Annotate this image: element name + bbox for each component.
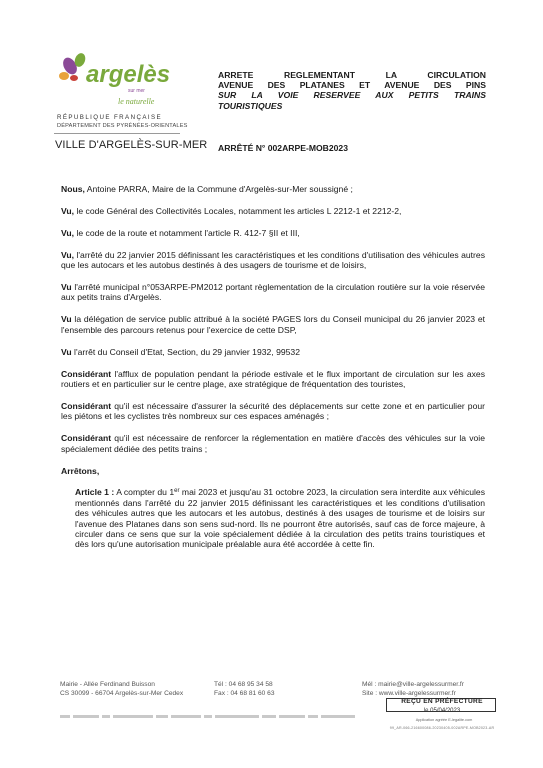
arretons-heading: Arrêtons,: [61, 465, 100, 476]
paragraph-vu-arrete-municipal: Vu l'arrêté municipal n°053ARPE-PM2012 portant règlementation de la circulation routière sur la voie réservée aux petits trains d'Argelès.: [61, 282, 485, 303]
prefecture-stamp-title: REÇU EN PRÉFECTURE: [401, 698, 483, 705]
paragraph-vu-arrete-2015: Vu, l'arrêté du 22 janvier 2015 définissant les caractéristiques et les conditions d'utilisation des véhicules autres que les autocars et les autobus destinés à des usagers de tourisme et de loisirs,: [61, 249, 485, 271]
title-line-1: ARRETE REGLEMENTANT LA CIRCULATION: [218, 70, 486, 80]
logo-wordmark: argelès: [86, 61, 171, 88]
paragraph-nous: Nous, Antoine PARRA, Maire de la Commune d'Argelès-sur-Mer soussigné ;: [61, 184, 353, 194]
title-line-3: SUR LA VOIE RESERVEE AUX PETITS TRAINS: [218, 90, 486, 101]
document-title: [218, 70, 486, 111]
ville-name: VILLE D'ARGELÈS-SUR-MER: [55, 139, 208, 151]
title-line-4: TOURISTIQUES: [218, 100, 283, 111]
paragraph-vu-conseil-etat: Vu l'arrêt du Conseil d'Etat, Section, du 29 janvier 1932, 99532: [61, 346, 300, 357]
footer-address-line-1: Mairie - Allée Ferdinand Buisson: [60, 681, 155, 688]
footer-site: Site : www.ville-argelessurmer.fr: [362, 690, 456, 697]
prefecture-stamp-date: le 05/04/2023: [423, 708, 461, 714]
logo-mark: [56, 52, 176, 110]
article-1: Article 1 : A compter du 1er mai 2023 et jusqu'au 31 octobre 2023, la circulation sera interdite aux véhicules mentionnés dans l'arrêté du 22 janvier 2015 définissant les caractéristiques et les conditions d'utilisation des véhicules autres que les autocars et les autobus, destinés à des usages de tourisme et de loisirs sur l'avenue des Platanes dans son sens sud-nord. Ils ne pourront être autorisés, sauf cas de force majeure, à circuler dans ce sens que sur la voie spécialement dédiée à la circulation des petits trains touristiques et dès lors qu'une autorisation municipale préalable aura été accordée à cette fin.: [75, 487, 486, 550]
paragraph-considerant-securite: Considérant qu'il est nécessaire d'assurer la sécurité des déplacements sur cette zone et en particulier pour les piétons et les cyclistes très nombreux sur ces espaces aménagés ;: [61, 400, 485, 422]
footer-fax: Fax : 04 68 81 60 63: [214, 690, 275, 697]
footer-address: [60, 680, 183, 698]
prefecture-stamp-ref: 99_AR-066-216600086-20230405-002ARPE-MOB2023-AR: [389, 726, 495, 730]
header-divider: [54, 133, 180, 134]
argeles-logo: [56, 52, 176, 110]
logo-tagline: le naturelle: [118, 97, 155, 106]
departement: DÉPARTEMENT DES PYRÉNÉES-ORIENTALES: [57, 123, 188, 129]
paragraph-considerant-reglementation: Considérant qu'il est nécessaire de renforcer la réglementation en matière d'accès des véhicules sur la voie spécialement dédiée des petits trains ;: [61, 433, 485, 454]
footer-tel: Tél : 04 68 95 34 58: [214, 681, 273, 688]
paragraph-vu-cgct: Vu, le code Général des Collectivités Locales, notamment les articles L 2212-1 et 2212-2,: [61, 205, 402, 216]
footer-address-line-2: CS 30099 - 66704 Argelès-sur-Mer Cedex: [60, 690, 184, 697]
prefecture-stamp-app: Application agréée E-legalite.com: [415, 718, 473, 722]
paragraph-vu-dsp: Vu la délégation de service public attribué à la société PAGES lors du Conseil municipal du 26 janvier 2023 et l'ensemble des parcours retenus pour l'exercice de cette DSP,: [61, 314, 485, 335]
paragraph-vu-code-route: Vu, le code de la route et notamment l'article R. 412-7 §II et III,: [61, 227, 300, 238]
arrete-number: ARRÊTÉ N° 002ARPE-MOB2023: [218, 143, 348, 153]
footer-mail: Mél : mairie@ville-argelessurmer.fr: [362, 681, 464, 688]
footer-contact: [362, 680, 464, 698]
footer-decorative-bar: [60, 714, 375, 718]
republique-francaise: RÉPUBLIQUE FRANÇAISE: [57, 114, 163, 121]
title-line-2: AVENUE DES PLATANES ET AVENUE DES PINS: [218, 80, 486, 91]
paragraph-considerant-afflux: Considérant l'afflux de population pendant la période estivale et le flux important de circulation sur les axes routiers et en particulier sur le centre plage, axe stratégique de fréquentation des touristes,: [61, 368, 485, 389]
document-body: [61, 184, 485, 561]
footer-phone: [214, 680, 275, 698]
logo-tagline-top: sur mer: [128, 88, 145, 94]
